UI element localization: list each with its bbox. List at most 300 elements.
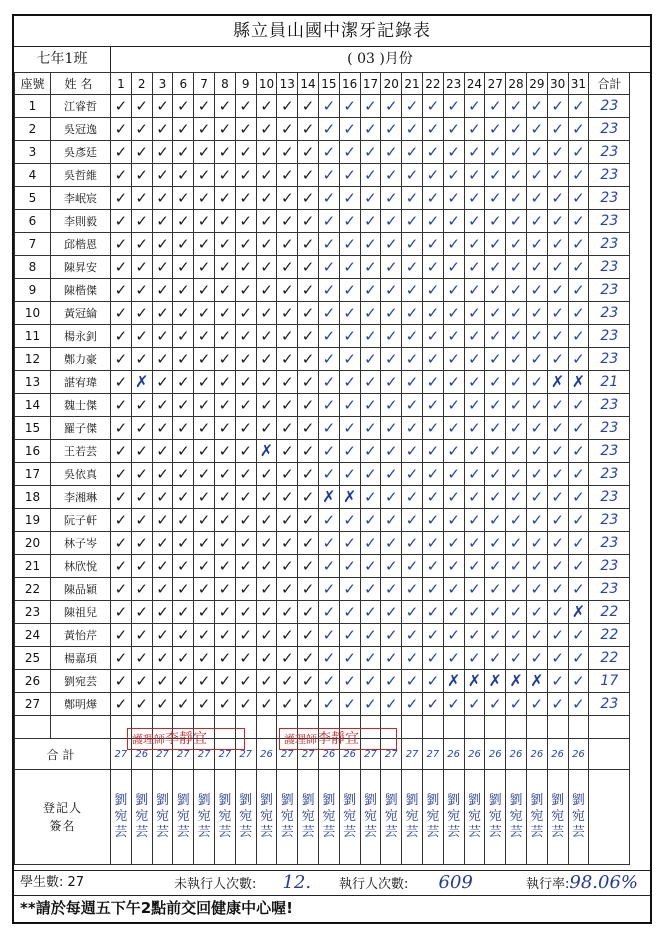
day-mark-cell <box>568 348 589 371</box>
check-mark: ✓ <box>447 396 460 414</box>
day-mark-cell <box>506 601 527 624</box>
check-mark: ✓ <box>239 235 252 253</box>
student-name: 陳昇安 <box>51 256 111 279</box>
day-mark-cell <box>568 118 589 141</box>
check-mark: ✓ <box>156 488 169 506</box>
check-mark: ✓ <box>322 672 336 690</box>
check-mark: ✓ <box>114 442 128 460</box>
student-row <box>15 555 630 578</box>
day-mark-cell <box>194 118 215 141</box>
day-mark-cell <box>506 670 527 693</box>
check-mark: ✓ <box>364 465 377 483</box>
signature-label <box>15 770 111 865</box>
signature-name: 劉 宛 芸 <box>426 793 440 840</box>
day-mark-cell <box>256 348 277 371</box>
day-mark-cell <box>256 555 277 578</box>
check-mark: ✓ <box>280 350 294 368</box>
day-mark-cell <box>526 371 547 394</box>
check-mark: ✓ <box>135 327 148 345</box>
day-mark-cell <box>568 624 589 647</box>
check-mark: ✓ <box>405 120 419 138</box>
check-mark: ✓ <box>197 465 211 483</box>
day-mark-cell <box>381 463 402 486</box>
record-sheet <box>12 14 652 924</box>
day-mark-cell <box>173 141 194 164</box>
check-mark: ✓ <box>468 603 481 621</box>
check-mark: ✓ <box>135 695 148 713</box>
check-mark: ✓ <box>530 511 544 529</box>
day-mark-cell <box>485 670 506 693</box>
check-mark: ✓ <box>114 235 128 253</box>
day-mark-cell <box>402 601 423 624</box>
day-mark-cell <box>547 670 568 693</box>
check-mark: ✓ <box>488 120 502 138</box>
check-mark: ✓ <box>509 235 523 253</box>
student-name: 羅子傑 <box>51 417 111 440</box>
check-mark: ✓ <box>447 603 460 621</box>
day-mark-cell <box>547 509 568 532</box>
blank-cell <box>15 716 51 739</box>
day-mark-cell <box>443 440 464 463</box>
check-mark: ✓ <box>426 396 440 414</box>
check-mark: ✓ <box>239 649 252 667</box>
seat-number: 8 <box>15 256 51 279</box>
day-mark-cell <box>381 210 402 233</box>
day-mark-cell <box>194 325 215 348</box>
check-mark: ✓ <box>177 626 190 644</box>
day-mark-cell <box>214 440 235 463</box>
day-mark-cell <box>443 210 464 233</box>
day-mark-cell <box>277 394 298 417</box>
day-mark-cell <box>111 463 132 486</box>
day-mark-cell <box>464 371 485 394</box>
day-mark-cell <box>526 509 547 532</box>
check-mark: ✓ <box>384 465 398 483</box>
check-mark: ✓ <box>551 235 564 253</box>
check-mark: ✓ <box>364 235 377 253</box>
not-done-count: 未執行人次數: 12. <box>174 872 312 893</box>
day-mark-cell <box>485 440 506 463</box>
seat-number: 5 <box>15 187 51 210</box>
check-mark: ✓ <box>509 189 523 207</box>
day-mark-cell <box>298 348 319 371</box>
student-row <box>15 532 630 555</box>
check-mark: ✓ <box>488 212 502 230</box>
check-mark: ✓ <box>301 649 315 667</box>
day-mark-cell <box>235 256 256 279</box>
day-mark-cell <box>402 233 423 256</box>
cross-mark: ✗ <box>259 441 274 460</box>
check-mark: ✓ <box>405 327 419 345</box>
check-mark: ✓ <box>509 580 523 598</box>
check-mark: ✓ <box>405 258 419 276</box>
day-mark-cell <box>131 95 152 118</box>
day-mark-cell <box>464 302 485 325</box>
day-mark-cell <box>194 440 215 463</box>
class-month-row <box>14 46 650 73</box>
day-mark-cell <box>339 440 360 463</box>
day-mark-cell <box>111 325 132 348</box>
check-mark: ✓ <box>530 580 544 598</box>
day-mark-cell <box>318 555 339 578</box>
day-mark-cell <box>235 371 256 394</box>
day-mark-cell <box>173 233 194 256</box>
day-mark-cell <box>547 647 568 670</box>
check-mark: ✓ <box>447 143 460 161</box>
check-mark: ✓ <box>426 235 440 253</box>
seat-number: 20 <box>15 532 51 555</box>
check-mark: ✓ <box>135 166 148 184</box>
day-mark-cell <box>506 256 527 279</box>
check-mark: ✓ <box>551 465 564 483</box>
day-mark-cell <box>381 348 402 371</box>
check-mark: ✓ <box>530 396 544 414</box>
day-mark-cell <box>422 647 443 670</box>
day-mark-cell <box>256 279 277 302</box>
signature-cell <box>194 770 215 865</box>
check-mark: ✓ <box>405 649 419 667</box>
day-mark-cell <box>194 532 215 555</box>
day-mark-cell <box>568 164 589 187</box>
day-mark-cell <box>298 141 319 164</box>
check-mark: ✓ <box>197 626 211 644</box>
check-mark: ✓ <box>260 603 273 621</box>
day-mark-cell <box>173 624 194 647</box>
day-mark-cell <box>526 647 547 670</box>
check-mark: ✓ <box>322 97 336 115</box>
day-mark-cell <box>173 256 194 279</box>
check-mark: ✓ <box>301 304 315 322</box>
check-mark: ✓ <box>488 419 502 437</box>
check-mark: ✓ <box>572 212 585 230</box>
signature-cell <box>256 770 277 865</box>
day-mark-cell <box>235 486 256 509</box>
day-mark-cell <box>152 509 173 532</box>
check-mark: ✓ <box>509 373 523 391</box>
day-mark-cell <box>111 509 132 532</box>
day-mark-cell <box>256 440 277 463</box>
day-mark-cell <box>298 302 319 325</box>
day-mark-cell <box>111 279 132 302</box>
day-mark-cell <box>256 141 277 164</box>
check-mark: ✓ <box>280 396 294 414</box>
day-mark-cell <box>402 164 423 187</box>
check-mark: ✓ <box>509 212 523 230</box>
day-mark-cell <box>381 440 402 463</box>
check-mark: ✓ <box>239 488 252 506</box>
cross-mark: ✗ <box>488 671 502 690</box>
check-mark: ✓ <box>218 189 232 207</box>
day-mark-cell <box>339 578 360 601</box>
check-mark: ✓ <box>177 511 190 529</box>
check-mark: ✓ <box>551 281 564 299</box>
check-mark: ✓ <box>280 166 294 184</box>
check-mark: ✓ <box>384 603 398 621</box>
check-mark: ✓ <box>197 649 211 667</box>
day-mark-cell <box>443 693 464 716</box>
day-mark-cell <box>256 578 277 601</box>
check-mark: ✓ <box>156 465 169 483</box>
day-mark-cell <box>526 325 547 348</box>
day-total: 26 <box>318 739 339 770</box>
student-row <box>15 210 630 233</box>
check-mark: ✓ <box>405 488 419 506</box>
day-mark-cell <box>214 348 235 371</box>
student-name: 林子岑 <box>51 532 111 555</box>
check-mark: ✓ <box>280 189 294 207</box>
check-mark: ✓ <box>239 143 252 161</box>
student-total: 23 <box>589 210 630 233</box>
day-mark-cell <box>298 325 319 348</box>
signature-name: 劉 宛 芸 <box>301 793 315 840</box>
check-mark: ✓ <box>530 488 544 506</box>
check-mark: ✓ <box>384 212 398 230</box>
check-mark: ✓ <box>468 235 481 253</box>
student-row <box>15 348 630 371</box>
day-mark-cell <box>568 555 589 578</box>
student-total: 23 <box>589 509 630 532</box>
check-mark: ✓ <box>239 465 252 483</box>
check-mark: ✓ <box>239 97 252 115</box>
day-mark-cell <box>256 210 277 233</box>
day-total: 26 <box>526 739 547 770</box>
check-mark: ✓ <box>551 189 564 207</box>
student-row <box>15 141 630 164</box>
check-mark: ✓ <box>343 97 356 115</box>
check-mark: ✓ <box>384 258 398 276</box>
day-mark-cell <box>485 509 506 532</box>
day-mark-cell <box>547 601 568 624</box>
day-total: 26 <box>547 739 568 770</box>
check-mark: ✓ <box>509 626 523 644</box>
check-mark: ✓ <box>239 396 252 414</box>
day-total: 27 <box>194 739 215 770</box>
seat-number: 15 <box>15 417 51 440</box>
day-mark-cell <box>485 233 506 256</box>
day-mark-cell <box>485 578 506 601</box>
check-mark: ✓ <box>551 511 564 529</box>
check-mark: ✓ <box>447 534 460 552</box>
day-mark-cell <box>506 371 527 394</box>
check-mark: ✓ <box>177 304 190 322</box>
check-mark: ✓ <box>177 580 190 598</box>
student-total: 23 <box>589 95 630 118</box>
day-mark-cell <box>298 371 319 394</box>
day-mark-cell <box>256 325 277 348</box>
student-row <box>15 624 630 647</box>
check-mark: ✓ <box>218 695 232 713</box>
day-mark-cell <box>381 256 402 279</box>
day-mark-cell <box>173 95 194 118</box>
check-mark: ✓ <box>135 603 148 621</box>
day-mark-cell <box>360 164 381 187</box>
day-mark-cell <box>402 371 423 394</box>
day-mark-cell <box>131 348 152 371</box>
day-mark-cell <box>339 141 360 164</box>
day-mark-cell <box>152 486 173 509</box>
day-mark-cell <box>381 141 402 164</box>
day-mark-cell <box>277 118 298 141</box>
day-mark-cell <box>526 578 547 601</box>
check-mark: ✓ <box>343 695 356 713</box>
day-mark-cell <box>360 210 381 233</box>
check-mark: ✓ <box>177 373 190 391</box>
day-mark-cell <box>360 509 381 532</box>
student-total: 23 <box>589 417 630 440</box>
day-mark-cell <box>131 486 152 509</box>
check-mark: ✓ <box>322 281 336 299</box>
student-name: 陳楷傑 <box>51 279 111 302</box>
check-mark: ✓ <box>572 120 585 138</box>
check-mark: ✓ <box>197 166 211 184</box>
check-mark: ✓ <box>509 350 523 368</box>
cross-mark: ✗ <box>530 671 544 690</box>
day-mark-cell <box>526 279 547 302</box>
day-mark-cell <box>443 95 464 118</box>
day-mark-cell <box>339 601 360 624</box>
day-mark-cell <box>214 601 235 624</box>
check-mark: ✓ <box>405 442 419 460</box>
signature-label-text: 登記人簽名 <box>42 801 82 833</box>
day-mark-cell <box>485 325 506 348</box>
day-mark-cell <box>381 233 402 256</box>
day-mark-cell <box>422 302 443 325</box>
check-mark: ✓ <box>322 442 336 460</box>
day-total: 26 <box>131 739 152 770</box>
signature-cell <box>422 770 443 865</box>
check-mark: ✓ <box>405 580 419 598</box>
day-mark-cell <box>194 164 215 187</box>
class-label: 七年1班 <box>14 46 111 72</box>
students-count: 學生數: 27 <box>20 875 85 890</box>
day-mark-cell <box>422 187 443 210</box>
day-mark-cell <box>568 463 589 486</box>
day-mark-cell <box>194 141 215 164</box>
seat-number: 22 <box>15 578 51 601</box>
check-mark: ✓ <box>426 304 440 322</box>
check-mark: ✓ <box>114 534 128 552</box>
check-mark: ✓ <box>301 373 315 391</box>
day-total: 27 <box>298 739 319 770</box>
day-mark-cell <box>526 348 547 371</box>
day-mark-cell <box>381 95 402 118</box>
check-mark: ✓ <box>322 603 336 621</box>
day-mark-cell <box>464 256 485 279</box>
day-mark-cell <box>443 624 464 647</box>
day-mark-cell <box>152 164 173 187</box>
check-mark: ✓ <box>260 511 273 529</box>
day-header: 16 <box>339 73 360 95</box>
student-total: 23 <box>589 302 630 325</box>
check-mark: ✓ <box>114 672 128 690</box>
check-mark: ✓ <box>260 143 273 161</box>
day-mark-cell <box>568 233 589 256</box>
check-mark: ✓ <box>364 419 377 437</box>
check-mark: ✓ <box>384 672 398 690</box>
check-mark: ✓ <box>135 304 148 322</box>
day-mark-cell <box>339 118 360 141</box>
signature-cell <box>235 770 256 865</box>
student-name: 李則毅 <box>51 210 111 233</box>
check-mark: ✓ <box>551 350 564 368</box>
day-mark-cell <box>464 440 485 463</box>
check-mark: ✓ <box>364 373 377 391</box>
signature-cell <box>443 770 464 865</box>
day-mark-cell <box>526 256 547 279</box>
check-mark: ✓ <box>156 511 169 529</box>
check-mark: ✓ <box>488 258 502 276</box>
check-mark: ✓ <box>447 258 460 276</box>
day-mark-cell <box>526 141 547 164</box>
check-mark: ✓ <box>280 672 294 690</box>
day-mark-cell <box>152 371 173 394</box>
check-mark: ✓ <box>364 281 377 299</box>
check-mark: ✓ <box>488 626 502 644</box>
check-mark: ✓ <box>384 557 398 575</box>
day-mark-cell <box>526 394 547 417</box>
day-mark-cell <box>360 325 381 348</box>
check-mark: ✓ <box>239 511 252 529</box>
day-mark-cell <box>485 532 506 555</box>
student-row <box>15 601 630 624</box>
check-mark: ✓ <box>218 534 232 552</box>
day-mark-cell <box>464 463 485 486</box>
check-mark: ✓ <box>218 258 232 276</box>
day-mark-cell <box>568 371 589 394</box>
day-mark-cell <box>152 187 173 210</box>
student-row <box>15 394 630 417</box>
student-row <box>15 440 630 463</box>
blank-cell <box>485 716 506 739</box>
day-mark-cell <box>194 417 215 440</box>
day-mark-cell <box>339 509 360 532</box>
check-mark: ✓ <box>239 212 252 230</box>
check-mark: ✓ <box>468 189 481 207</box>
day-mark-cell <box>526 601 547 624</box>
cross-mark: ✗ <box>342 487 357 506</box>
signature-cell <box>506 770 527 865</box>
signature-cell <box>547 770 568 865</box>
check-mark: ✓ <box>301 327 315 345</box>
day-mark-cell <box>256 371 277 394</box>
day-mark-cell <box>131 578 152 601</box>
check-mark: ✓ <box>405 235 419 253</box>
check-mark: ✓ <box>197 120 211 138</box>
day-mark-cell <box>464 187 485 210</box>
check-mark: ✓ <box>384 626 398 644</box>
check-mark: ✓ <box>114 189 128 207</box>
check-mark: ✓ <box>509 120 523 138</box>
check-mark: ✓ <box>301 189 315 207</box>
check-mark: ✓ <box>218 626 232 644</box>
day-mark-cell <box>131 164 152 187</box>
check-mark: ✓ <box>322 557 336 575</box>
student-row <box>15 233 630 256</box>
day-mark-cell <box>235 647 256 670</box>
day-mark-cell <box>422 164 443 187</box>
day-mark-cell <box>381 486 402 509</box>
check-mark: ✓ <box>343 557 356 575</box>
check-mark: ✓ <box>364 626 377 644</box>
day-mark-cell <box>214 624 235 647</box>
day-mark-cell <box>318 578 339 601</box>
day-mark-cell <box>402 210 423 233</box>
day-mark-cell <box>111 417 132 440</box>
check-mark: ✓ <box>301 396 315 414</box>
day-mark-cell <box>256 532 277 555</box>
check-mark: ✓ <box>177 212 190 230</box>
day-mark-cell <box>214 509 235 532</box>
